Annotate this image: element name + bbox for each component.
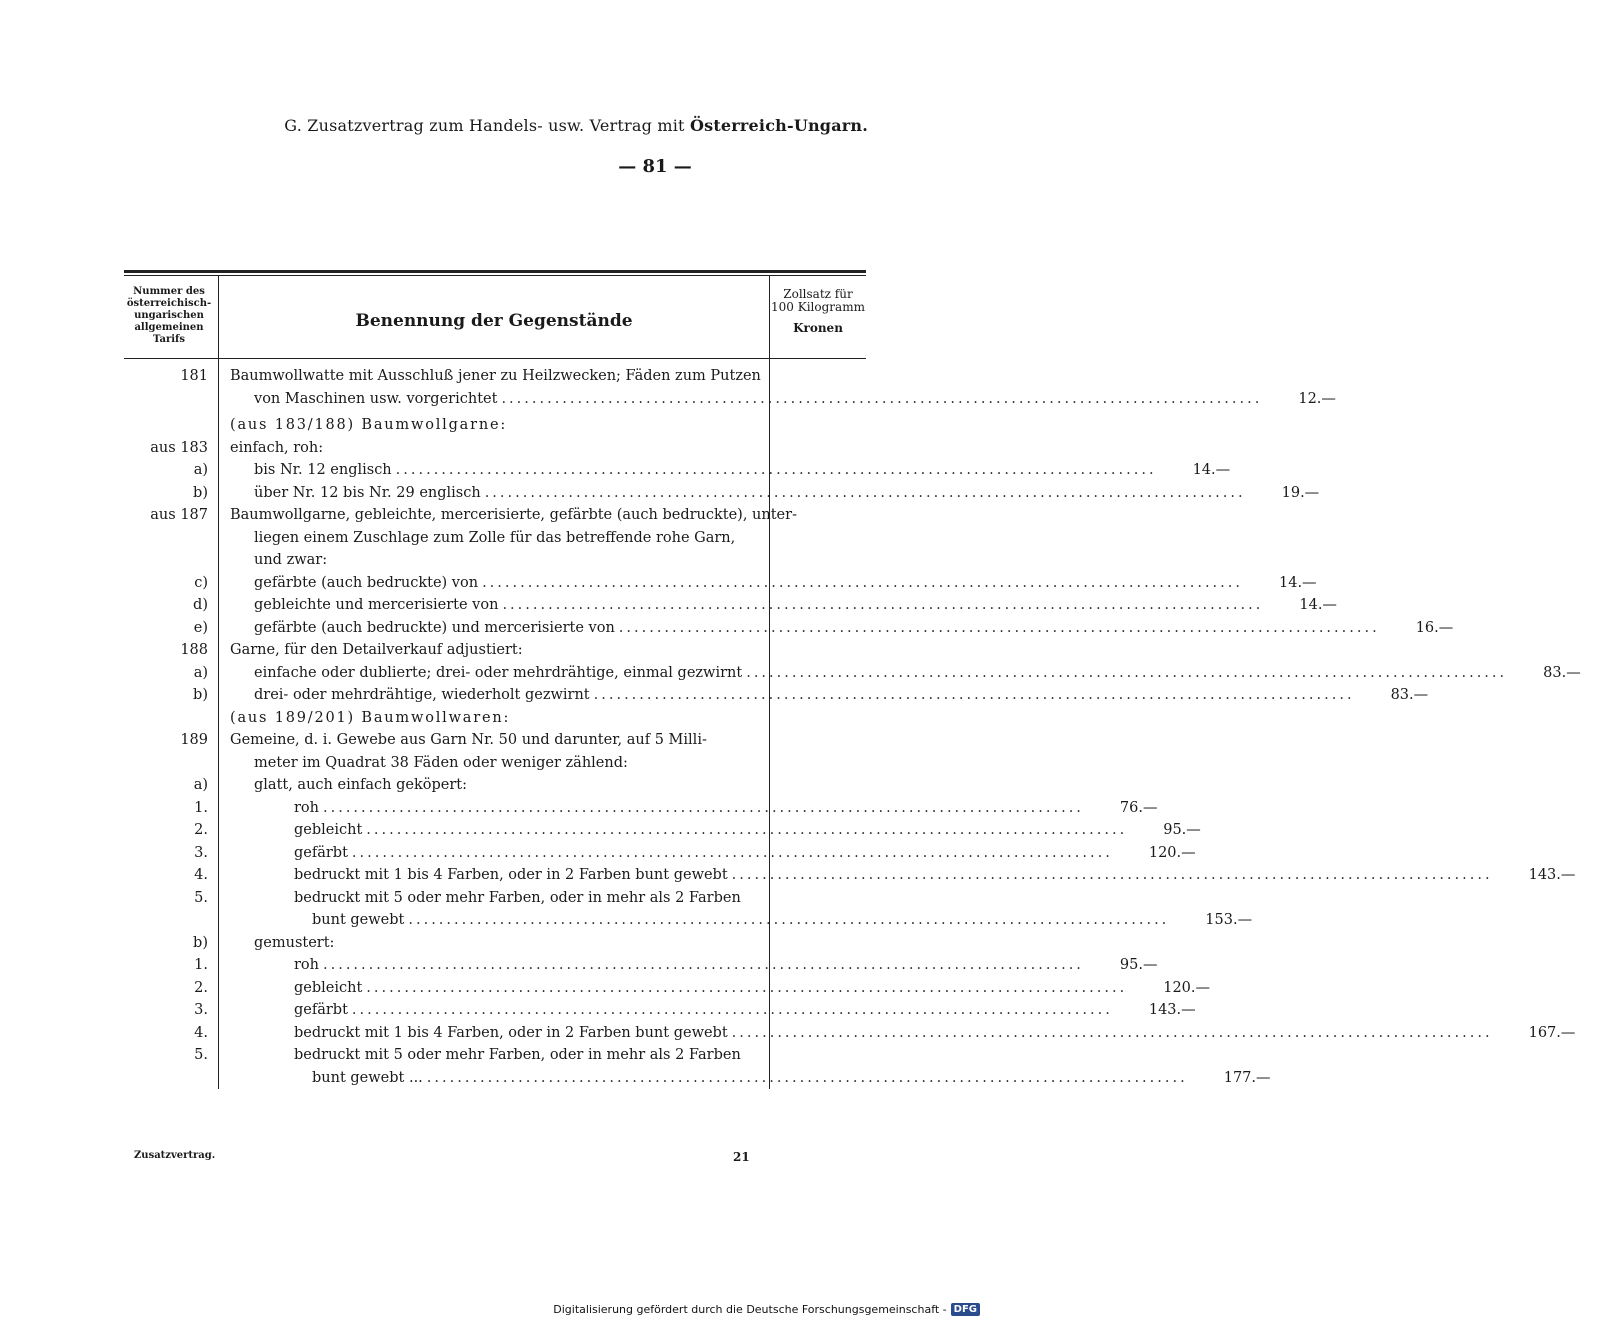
item-description: [218, 459, 1165, 482]
table-row: [124, 437, 866, 460]
description-line: [230, 437, 762, 460]
table-row: [124, 887, 1253, 932]
running-header: [284, 116, 868, 135]
description-line: [230, 752, 762, 775]
item-description: [218, 1044, 1196, 1089]
item-description: [218, 954, 1092, 977]
header-duty: [770, 276, 866, 358]
item-description: [218, 594, 1271, 617]
description-line-text: einfach, roh:: [230, 439, 324, 456]
table-row: [124, 504, 866, 572]
tariff-number: b): [193, 687, 208, 703]
dot-leader: [392, 459, 1157, 482]
description-line-text: und zwar:: [254, 552, 328, 568]
duty-rate: 14.—: [1279, 574, 1317, 591]
description-line-text: roh: [294, 799, 319, 816]
dot-leader: [362, 819, 1127, 842]
table-row: [124, 774, 866, 797]
description-line: [230, 729, 762, 752]
table-top-rule: [124, 270, 866, 273]
tariff-number: [124, 707, 218, 730]
table-header: [124, 276, 866, 359]
description-line: [230, 1067, 1188, 1090]
duty-rate: 14.—: [1192, 462, 1231, 478]
table-row: [124, 410, 866, 437]
table-row: [124, 707, 866, 730]
tariff-number: a): [193, 777, 208, 793]
description-line: [230, 549, 797, 572]
description-line-text: gebleicht: [294, 822, 363, 838]
description-line: [230, 774, 762, 797]
description-line: [230, 864, 1493, 887]
description-line-text: drei- oder mehrdrähtige, wiederholt gezwirnt: [254, 687, 590, 703]
tariff-number: 5.: [194, 889, 208, 906]
description-line-text: meter im Quadrat 38 Fäden oder weniger zählend:: [254, 754, 628, 771]
duty-rate: 83.—: [1543, 664, 1581, 681]
description-line-text: gefärbte (auch bedruckte) von: [254, 574, 479, 591]
table-row: [124, 617, 1454, 640]
description-line: [230, 414, 762, 437]
item-description: [218, 864, 1501, 887]
item-description: [218, 617, 1388, 640]
item-description: [218, 797, 1092, 820]
dot-leader: [615, 617, 1380, 640]
description-line-text: gefärbt: [294, 844, 348, 861]
description-line-text: roh: [294, 957, 319, 973]
item-description: [218, 639, 770, 662]
duty-rate: 14.—: [1299, 597, 1337, 613]
item-description: [218, 414, 770, 437]
table-row: [124, 977, 1211, 1000]
description-line: [230, 797, 1084, 820]
duty-rate: 16.—: [1415, 619, 1454, 636]
description-line: [230, 1044, 1188, 1067]
table-row: [124, 797, 1158, 820]
description-line: [230, 504, 797, 527]
tariff-number: 2.: [194, 979, 208, 996]
description-line: [230, 527, 797, 550]
description-line: [230, 842, 1113, 865]
table-row: [124, 459, 1231, 482]
tariff-number: 3.: [194, 1002, 208, 1018]
description-line-text: von Maschinen usw. vorgerichtet: [254, 390, 498, 407]
tariff-number: aus 187: [150, 507, 208, 523]
dot-leader: [423, 1067, 1188, 1090]
table-row: [124, 864, 1576, 887]
description-line: [230, 365, 1262, 388]
tariff-number: b): [193, 934, 208, 951]
description-line: [230, 954, 1084, 977]
description-line: [230, 594, 1263, 617]
description-line-text: bedruckt mit 1 bis 4 Farben, oder in 2 Farben bunt gewebt: [294, 867, 728, 883]
dot-leader: [497, 388, 1262, 411]
table-row: [124, 999, 1196, 1022]
page-number: [0, 156, 1000, 177]
dot-leader: [728, 1022, 1493, 1045]
item-description: [218, 707, 770, 730]
item-description: [218, 999, 1121, 1022]
header-description: [218, 276, 770, 358]
duty-rate: 120.—: [1148, 844, 1196, 861]
description-line-text: gemustert:: [254, 934, 335, 951]
description-line: [230, 662, 1507, 685]
duty-rate: 95.—: [1119, 957, 1158, 973]
duty-rate: 120.—: [1163, 979, 1211, 996]
footer-label: Zusatzvertrag.: [134, 1150, 216, 1161]
description-line-text: bunt gewebt ...: [312, 1069, 423, 1086]
description-line-text: bedruckt mit 5 oder mehr Farben, oder in mehr als 2 Farben: [294, 1047, 741, 1063]
dot-leader: [319, 797, 1084, 820]
item-description: [218, 887, 1177, 932]
description-line-text: liegen einem Zuschlage zum Zolle für das betreffende rohe Garn,: [254, 529, 736, 546]
tariff-number: 3.: [194, 844, 208, 861]
table-row: [124, 1022, 1576, 1045]
item-description: [218, 729, 770, 774]
duty-rate: 167.—: [1528, 1024, 1576, 1041]
item-description: [218, 977, 1135, 1000]
description-line-text: Gemeine, d. i. Gewebe aus Garn Nr. 50 und darunter, auf 5 Milli-: [230, 732, 707, 748]
tariff-number: 2.: [194, 822, 208, 838]
tariff-number: e): [193, 619, 208, 636]
description-line-text: glatt, auch einfach geköpert:: [254, 777, 468, 793]
description-line: [230, 707, 762, 730]
duty-rate: 95.—: [1163, 822, 1201, 838]
header-tariff-number: Nummer des österreichisch-ungarischen allgemeinen Tarifs: [126, 286, 212, 345]
running-header-country: Österreich-Ungarn.: [689, 116, 868, 135]
description-line-text: bis Nr. 12 englisch: [254, 462, 392, 478]
duty-rate: 143.—: [1528, 867, 1576, 883]
tariff-number: 181: [180, 368, 208, 384]
description-line: [230, 999, 1113, 1022]
description-line: [230, 909, 1169, 932]
tariff-number: 4.: [194, 867, 208, 883]
tariff-number: 5.: [194, 1047, 208, 1063]
description-line: [230, 887, 1169, 910]
description-line-text: (aus 189/201) Baumwollwaren:: [230, 709, 511, 726]
dot-leader: [348, 842, 1113, 865]
tariff-number: d): [193, 597, 208, 613]
dot-leader: [348, 999, 1113, 1022]
header-description-text: Benennung der Gegenstände: [355, 311, 633, 331]
table-row: [124, 819, 1201, 842]
description-line-text: Baumwollgarne, gebleichte, mercerisierte, gefärbte (auch bedruckte), unter-: [230, 507, 797, 523]
duty-rate: 83.—: [1390, 687, 1429, 703]
dot-leader: [362, 977, 1127, 1000]
table-rows: [124, 359, 1581, 1089]
tariff-number: 1.: [194, 799, 208, 816]
dfg-logo: DFG: [951, 1303, 980, 1316]
duty-rate: 12.—: [1298, 390, 1336, 407]
item-description: [218, 572, 1251, 595]
table-row: [124, 684, 1429, 707]
table-row: [124, 729, 866, 774]
table-row: [124, 842, 1196, 865]
description-line: [230, 684, 1355, 707]
item-description: [218, 932, 770, 955]
dot-leader: [498, 594, 1263, 617]
table-row: [124, 482, 1320, 505]
description-line: [230, 1022, 1493, 1045]
description-line: [230, 932, 762, 955]
tariff-table: [124, 270, 1581, 1089]
description-line-text: gebleichte und mercerisierte von: [254, 597, 499, 613]
description-line-text: über Nr. 12 bis Nr. 29 englisch: [254, 484, 481, 501]
running-header-prefix: G. Zusatzvertrag zum Handels- usw. Vertrag mit: [284, 116, 685, 135]
dot-leader: [481, 482, 1246, 505]
credit-text: Digitalisierung gefördert durch die Deutsche Forschungsgemeinschaft -: [553, 1303, 947, 1316]
item-description: [218, 662, 1515, 685]
description-line-text: gefärbt: [294, 1002, 348, 1018]
dot-leader: [478, 572, 1243, 595]
item-description: [218, 819, 1135, 842]
item-description: [218, 1022, 1501, 1045]
description-line-text: gebleicht: [294, 979, 363, 996]
dot-leader: [404, 909, 1169, 932]
description-line: [230, 572, 1243, 595]
description-line: [230, 459, 1157, 482]
duty-rate: 153.—: [1205, 912, 1253, 928]
tariff-number: 188: [180, 642, 208, 658]
table-row: [124, 954, 1158, 977]
item-description: [218, 504, 805, 572]
description-line: [230, 388, 1262, 411]
header-duty-unit: Kronen: [793, 321, 843, 335]
description-line: [230, 639, 762, 662]
description-line: [230, 819, 1127, 842]
duty-rate: 76.—: [1119, 799, 1158, 816]
description-line-text: einfache oder dublierte; drei- oder mehrdrähtige, einmal gezwirnt: [254, 664, 743, 681]
footer-signature: 21: [733, 1150, 750, 1164]
item-description: [218, 684, 1363, 707]
duty-rate: 19.—: [1281, 484, 1320, 501]
header-duty-text: Zollsatz für 100 Kilogramm: [771, 287, 865, 314]
tariff-number: aus 183: [150, 439, 208, 456]
digitization-credit: [553, 1303, 980, 1316]
item-description: [218, 365, 1270, 410]
description-line-text: bedruckt mit 1 bis 4 Farben, oder in 2 Farben bunt gewebt: [294, 1024, 728, 1041]
table-row: [124, 932, 866, 955]
item-description: [218, 774, 770, 797]
description-line: [230, 482, 1246, 505]
tariff-number: b): [193, 484, 208, 501]
page-number-text: — 81 —: [618, 156, 692, 177]
dot-leader: [319, 954, 1084, 977]
table-row: [124, 639, 866, 662]
duty-rate: 143.—: [1148, 1002, 1196, 1018]
description-line: [230, 617, 1380, 640]
tariff-number: c): [194, 574, 208, 591]
tariff-number: 1.: [194, 957, 208, 973]
tariff-number: a): [193, 462, 208, 478]
dot-leader: [590, 684, 1355, 707]
tariff-number: 189: [180, 732, 208, 748]
duty-rate: 177.—: [1223, 1069, 1271, 1086]
description-line: [230, 977, 1127, 1000]
table-row: [124, 365, 1336, 410]
description-line-text: gefärbte (auch bedruckte) und mercerisierte von: [254, 619, 615, 636]
tariff-number: a): [193, 664, 208, 681]
description-line-text: Baumwollwatte mit Ausschluß jener zu Heilzwecken; Fäden zum Putzen: [230, 368, 761, 384]
tariff-number: 4.: [194, 1024, 208, 1041]
table-row: [124, 572, 1317, 595]
description-line-text: bunt gewebt: [312, 912, 405, 928]
dot-leader: [728, 864, 1493, 887]
description-line-text: Garne, für den Detailverkauf adjustiert:: [230, 642, 523, 658]
description-line-text: bedruckt mit 5 oder mehr Farben, oder in mehr als 2 Farben: [294, 889, 741, 906]
tariff-number: [124, 414, 218, 437]
item-description: [218, 437, 770, 460]
item-description: [218, 482, 1254, 505]
item-description: [218, 842, 1121, 865]
table-row: [124, 1044, 1271, 1089]
table-body: [124, 359, 1581, 1089]
table-row: [124, 594, 1337, 617]
dot-leader: [742, 662, 1507, 685]
description-line-text: (aus 183/188) Baumwollgarne:: [230, 417, 508, 433]
table-row: [124, 662, 1581, 685]
